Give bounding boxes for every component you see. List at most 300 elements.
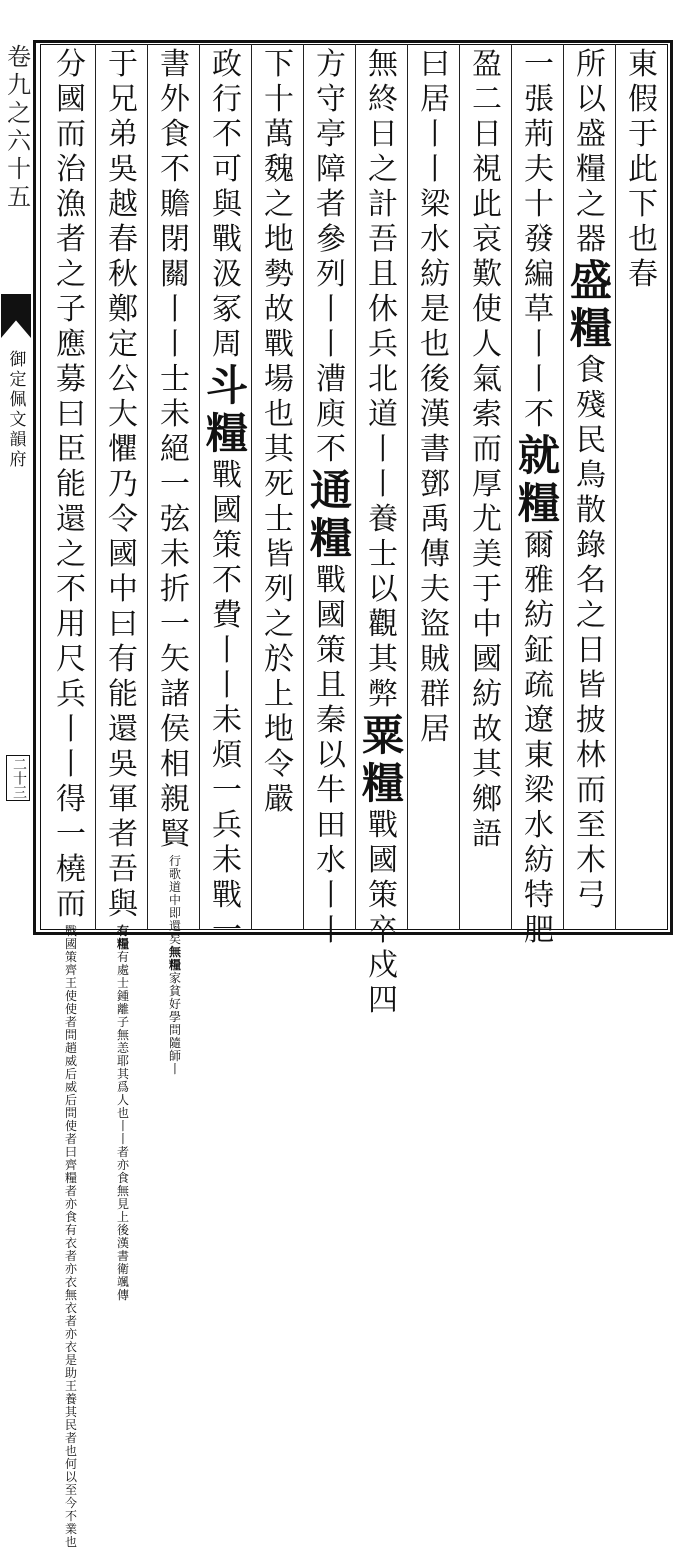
text-char: 無 (368, 47, 398, 82)
text-char: 民 (576, 423, 606, 458)
fish-tail-mark-icon (1, 294, 31, 338)
headword-sheng-liang (569, 256, 612, 356)
text-char: 吳 (108, 747, 138, 782)
text-column-4 (462, 47, 512, 925)
text-char: 書 (420, 432, 450, 467)
text-char: 語 (472, 817, 502, 852)
text-char: 策 (368, 878, 398, 913)
text-char: 未 (212, 843, 242, 878)
text-char: 士 (160, 362, 190, 397)
text-char: 亦 (64, 1327, 77, 1341)
text-char: 東 (628, 47, 658, 82)
text-char: 至 (64, 1483, 77, 1497)
text-char: 十 (264, 82, 294, 117)
text-segment (56, 47, 86, 925)
text-char: 不 (316, 432, 346, 467)
text-char: 盜 (420, 607, 450, 642)
text-segment (160, 47, 190, 365)
text-char: 鄧 (420, 467, 450, 502)
text-char: 而 (576, 773, 606, 808)
text-char: 此 (628, 152, 658, 187)
text-char: 使 (64, 989, 77, 1003)
text-char: 人 (472, 327, 502, 362)
text-char: 夫 (524, 152, 554, 187)
text-char: 其 (368, 642, 398, 677)
text-char: 還 (168, 919, 181, 933)
text-char: 勢 (264, 257, 294, 292)
headword-tong-liang (309, 466, 352, 566)
text-char: 治 (56, 152, 86, 187)
text-segment (212, 47, 242, 365)
text-char: 策 (212, 528, 242, 563)
text-char: 曰 (64, 1145, 77, 1159)
text-char: 亦 (64, 1262, 77, 1276)
text-char: 尤 (472, 502, 502, 537)
text-char: 梁 (524, 773, 554, 808)
text-char: 子 (56, 292, 86, 327)
text-char: 還 (108, 712, 138, 747)
text-char: 參 (316, 222, 346, 257)
text-char: 索 (472, 397, 502, 432)
text-char: 列 (264, 572, 294, 607)
text-char: 以 (368, 572, 398, 607)
text-char: 披 (576, 703, 606, 738)
text-char: 離 (116, 1002, 129, 1016)
text-char: 相 (160, 747, 190, 782)
text-char: 衛 (116, 1262, 129, 1276)
text-char: 地 (264, 222, 294, 257)
text-char: 戰 (212, 878, 242, 913)
text-char: 戰 (368, 808, 398, 843)
text-char: 未 (212, 703, 242, 738)
text-char: 是 (64, 1353, 77, 1367)
text-char: 爲 (116, 1080, 129, 1094)
text-char: 有 (64, 1223, 77, 1237)
text-char: 用 (56, 607, 86, 642)
text-char: 乃 (108, 467, 138, 502)
text-char: 汲 (212, 257, 242, 292)
headword-char: 粟 (361, 711, 404, 760)
text-segment (65, 925, 77, 1172)
text-segment (108, 47, 138, 925)
text-char: 戰 (64, 924, 77, 938)
text-char: 也 (64, 1535, 77, 1549)
text-char: 傳 (116, 1288, 129, 1302)
text-char: 丨 (212, 668, 242, 703)
text-char: 之 (576, 598, 606, 633)
text-char: 學 (168, 1010, 181, 1024)
text-char: 尺 (56, 642, 86, 677)
text-char: 耶 (116, 1054, 129, 1068)
text-char: 與 (212, 187, 242, 222)
text-char: 未 (160, 537, 190, 572)
text-char: 兵 (212, 808, 242, 843)
text-char: 何 (64, 1457, 77, 1471)
text-segment (524, 47, 554, 435)
text-char: 恙 (116, 1041, 129, 1055)
text-char: 折 (160, 572, 190, 607)
text-char: 曰 (108, 607, 138, 642)
text-char: 丨 (524, 362, 554, 397)
text-char: 國 (368, 843, 398, 878)
text-char: 食 (64, 1210, 77, 1224)
text-char: 軍 (108, 782, 138, 817)
text-char: 於 (264, 642, 294, 677)
text-char: 業 (64, 1522, 77, 1536)
text-char: 關 (160, 257, 190, 292)
text-char: 終 (368, 82, 398, 117)
text-char: 威 (64, 1080, 77, 1094)
text-char: 王 (64, 976, 77, 990)
text-char: 人 (116, 1093, 129, 1107)
text-segment (368, 808, 398, 1021)
text-segment (65, 1172, 77, 1367)
text-char: 以 (576, 82, 606, 117)
text-char: 中 (472, 607, 502, 642)
text-char: 諸 (160, 677, 190, 712)
text-column-10 (150, 47, 200, 1076)
text-char: 亭 (316, 117, 346, 152)
text-char: 場 (264, 362, 294, 397)
text-char: 弟 (108, 117, 138, 152)
text-char: 秦 (316, 703, 346, 738)
text-segment (524, 528, 554, 951)
headword-char: 糧 (168, 958, 181, 972)
text-char: 食 (576, 353, 606, 388)
text-char: 令 (264, 747, 294, 782)
text-column-7 (306, 47, 356, 948)
text-char: 絕 (160, 432, 190, 467)
text-char: 其 (64, 1405, 77, 1419)
text-char: 鉦 (524, 633, 554, 668)
text-char: 戰 (212, 458, 242, 493)
text-segment (420, 47, 450, 750)
text-char: 夫 (420, 572, 450, 607)
text-char: 守 (316, 82, 346, 117)
text-char: 也 (264, 397, 294, 432)
text-char: 道 (368, 397, 398, 432)
text-char: 假 (628, 82, 658, 117)
text-char: 弦 (160, 502, 190, 537)
text-char: 曰 (56, 397, 86, 432)
text-char: 趙 (64, 1041, 77, 1055)
text-char: 糧 (576, 152, 606, 187)
text-char: 使 (64, 1119, 77, 1133)
text-char: 氣 (472, 362, 502, 397)
text-column-11 (98, 47, 148, 1302)
text-char: 后 (64, 1093, 77, 1107)
text-char: 盛 (576, 117, 606, 152)
text-char: 者 (64, 1132, 77, 1146)
text-char: 吳 (108, 152, 138, 187)
text-char: 一 (56, 817, 86, 852)
text-char: 且 (368, 257, 398, 292)
text-char: 林 (576, 738, 606, 773)
text-char: 兵 (56, 677, 86, 712)
text-segment (472, 432, 502, 855)
text-char: 懼 (108, 432, 138, 467)
headword-char: 盛 (569, 256, 612, 305)
text-char: 即 (168, 906, 181, 920)
text-char: 使 (472, 292, 502, 327)
text-char: 至 (576, 808, 606, 843)
text-char: 衣 (64, 1340, 77, 1354)
text-char: 地 (264, 712, 294, 747)
text-char: 不 (524, 397, 554, 432)
text-char: 周 (212, 327, 242, 362)
text-char: 列 (316, 257, 346, 292)
text-char: 日 (576, 633, 606, 668)
text-char: 戰 (212, 222, 242, 257)
text-char: 有 (116, 950, 129, 964)
headword-char: 糧 (205, 409, 248, 458)
text-char: 方 (316, 47, 346, 82)
text-char: 名 (576, 563, 606, 598)
text-char: 子 (116, 1015, 129, 1029)
text-char: 春 (628, 257, 658, 292)
text-char: 丨 (368, 467, 398, 502)
text-char: 中 (108, 572, 138, 607)
text-char: 可 (212, 152, 242, 187)
text-char: 十 (524, 187, 554, 222)
text-char: 好 (168, 997, 181, 1011)
text-char: 兵 (368, 327, 398, 362)
text-segment (472, 47, 502, 435)
text-char: 衣 (64, 1301, 77, 1315)
text-segment (316, 563, 346, 951)
headword-char: 無 (168, 945, 181, 959)
headword-you-liang (117, 925, 129, 951)
text-column-8 (254, 47, 304, 925)
text-segment (628, 47, 658, 295)
text-char: 木 (576, 843, 606, 878)
text-char: 錄 (576, 528, 606, 563)
text-char: 見 (116, 1197, 129, 1211)
headword-dou-liang (205, 361, 248, 461)
text-column-12 (46, 47, 96, 1549)
text-char: 也 (64, 1444, 77, 1458)
text-char: 下 (628, 187, 658, 222)
text-char: 其 (116, 1067, 129, 1081)
headword-char: 糧 (517, 479, 560, 528)
text-char: 且 (316, 668, 346, 703)
text-char: 不 (56, 572, 86, 607)
text-char: 食 (160, 117, 190, 152)
text-char: 後 (116, 1223, 129, 1237)
text-char: 水 (316, 843, 346, 878)
text-char: 水 (524, 808, 554, 843)
text-char: 也 (420, 327, 450, 362)
headword-char: 糧 (116, 937, 129, 951)
text-char: 威 (64, 1054, 77, 1068)
text-char: 紡 (524, 598, 554, 633)
text-char: 定 (108, 327, 138, 362)
text-char: 計 (368, 187, 398, 222)
text-char: 不 (212, 117, 242, 152)
text-char: 齊 (64, 1158, 77, 1172)
text-char: 臣 (56, 432, 86, 467)
headword-char: 糧 (309, 514, 352, 563)
text-char: 于 (108, 47, 138, 82)
text-char: 于 (628, 117, 658, 152)
text-char: 器 (576, 222, 606, 257)
text-char: 丨 (56, 747, 86, 782)
text-char: 國 (108, 537, 138, 572)
text-char: 者 (64, 1184, 77, 1198)
text-char: 卒 (368, 913, 398, 948)
text-char: 無 (116, 1184, 129, 1198)
text-char: 颯 (116, 1275, 129, 1289)
text-char: 兄 (108, 82, 138, 117)
page-number: 二十三 (6, 755, 30, 801)
text-char: 而 (56, 887, 86, 922)
headword-char: 就 (517, 431, 560, 480)
text-char: 以 (316, 738, 346, 773)
text-char: 死 (264, 467, 294, 502)
text-char: 國 (56, 82, 86, 117)
text-segment (65, 1367, 77, 1549)
text-char: 還 (56, 502, 86, 537)
text-char: 鄉 (472, 782, 502, 817)
text-char: 食 (116, 1171, 129, 1185)
text-char: 與 (108, 887, 138, 922)
text-char: 問 (64, 1106, 77, 1120)
text-char: 之 (264, 187, 294, 222)
text-char: 視 (472, 152, 502, 187)
text-char: 四 (368, 983, 398, 1018)
text-char: 一 (160, 467, 190, 502)
text-char: 王 (64, 1379, 77, 1393)
text-char: 丨 (316, 913, 346, 948)
text-char: 荊 (524, 117, 554, 152)
text-char: 美 (472, 537, 502, 572)
text-char: 故 (264, 292, 294, 327)
text-char: 是 (420, 292, 450, 327)
headword-char: 有 (116, 924, 129, 938)
text-char: 一 (212, 913, 242, 948)
text-char: 國 (64, 937, 77, 951)
headword-char: 通 (309, 466, 352, 515)
text-char: 不 (160, 152, 190, 187)
text-char: 丨 (116, 1119, 129, 1133)
text-char: 田 (316, 808, 346, 843)
text-char: 故 (472, 712, 502, 747)
text-char: 今 (64, 1496, 77, 1510)
text-char: 煩 (212, 738, 242, 773)
text-char: 鍾 (116, 989, 129, 1003)
text-char: 鳥 (576, 458, 606, 493)
text-char: 肥 (524, 913, 554, 948)
text-char: 紡 (524, 843, 554, 878)
text-char: 二 (472, 82, 502, 117)
text-char: 大 (108, 397, 138, 432)
text-char: 漁 (56, 187, 86, 222)
text-char: 士 (116, 976, 129, 990)
text-char: 處 (116, 963, 129, 977)
text-char: 戰 (264, 327, 294, 362)
text-char: 賊 (420, 642, 450, 677)
text-char: 水 (420, 222, 450, 257)
text-char: 亦 (116, 1158, 129, 1172)
text-char: 者 (64, 1249, 77, 1263)
headword-char: 斗 (205, 361, 248, 410)
text-char: 魏 (264, 152, 294, 187)
text-char: 丨 (420, 117, 450, 152)
text-char: 發 (524, 222, 554, 257)
text-char: 此 (472, 187, 502, 222)
text-char: 丨 (524, 327, 554, 362)
text-char: 下 (264, 47, 294, 82)
text-char: 禹 (420, 502, 450, 537)
text-char: 厚 (472, 467, 502, 502)
text-char: 盈 (472, 47, 502, 82)
text-char: 有 (108, 642, 138, 677)
text-segment (160, 362, 190, 855)
text-char: 歌 (168, 867, 181, 881)
headword-jiu-liang (517, 431, 560, 531)
text-char: 特 (524, 878, 554, 913)
text-char: 贍 (160, 187, 190, 222)
text-segment (169, 855, 181, 907)
text-char: 觀 (368, 607, 398, 642)
text-char: 所 (576, 47, 606, 82)
text-char: 士 (264, 502, 294, 537)
headword-wu-liang (169, 946, 181, 972)
text-char: 戰 (316, 563, 346, 598)
text-char: 紡 (472, 677, 502, 712)
text-char: 其 (264, 432, 294, 467)
text-char: 無 (116, 1028, 129, 1042)
text-char: 丨 (316, 292, 346, 327)
text-segment (169, 972, 181, 1076)
text-char: 隨 (168, 1036, 181, 1050)
text-char: 丨 (160, 292, 190, 327)
text-char: 其 (472, 747, 502, 782)
text-char: 養 (64, 1392, 77, 1406)
text-char: 衣 (64, 1275, 77, 1289)
text-char: 民 (64, 1418, 77, 1432)
text-segment (117, 1198, 129, 1302)
text-char: 居 (420, 712, 450, 747)
margin-edge-title: 卷九之六十五 (2, 44, 31, 212)
text-char: 也 (628, 222, 658, 257)
text-char: 皆 (576, 668, 606, 703)
text-char: 未 (160, 397, 190, 432)
text-char: 曰 (420, 47, 450, 82)
text-char: 者 (316, 187, 346, 222)
text-char: 矢 (160, 642, 190, 677)
text-char: 雅 (524, 563, 554, 598)
text-char: 日 (472, 117, 502, 152)
text-segment (316, 47, 346, 470)
text-char: 橈 (56, 852, 86, 887)
text-char: 糧 (64, 1171, 77, 1185)
text-column-5 (410, 47, 460, 925)
text-char: 傳 (420, 537, 450, 572)
text-char: 越 (108, 187, 138, 222)
text-char: 疏 (524, 668, 554, 703)
text-char: 丨 (116, 1132, 129, 1146)
text-char: 者 (108, 817, 138, 852)
text-char: 北 (368, 362, 398, 397)
text-char: 群 (420, 677, 450, 712)
text-char: 不 (64, 1509, 77, 1523)
text-char: 皆 (264, 537, 294, 572)
text-char: 親 (160, 782, 190, 817)
text-segment (368, 47, 398, 715)
text-char: 漢 (420, 397, 450, 432)
text-segment (264, 432, 294, 820)
